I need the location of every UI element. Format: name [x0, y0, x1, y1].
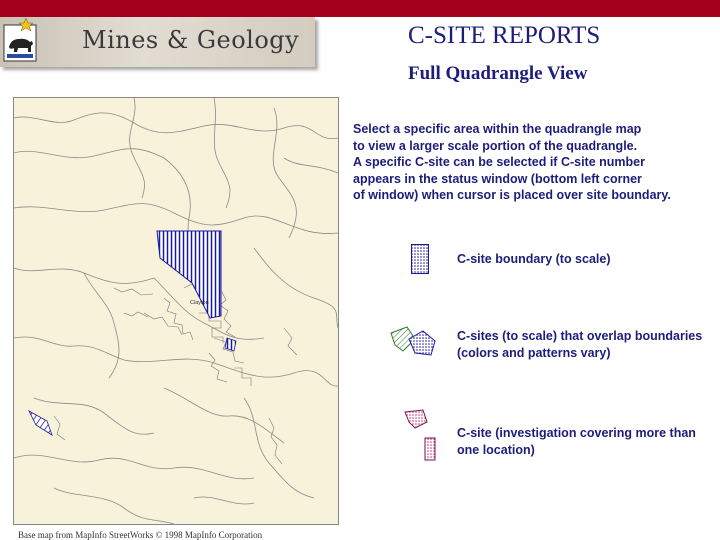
page-title: C-SITE REPORTS [408, 22, 601, 49]
top-accent-bar [0, 0, 720, 17]
instructions-text [353, 121, 718, 204]
legend-label-boundary: C-site boundary (to scale) [457, 252, 611, 266]
c-site-boundary-swatch-icon [411, 244, 429, 274]
instruction-line: appears in the status window (bottom left corner [353, 171, 642, 186]
instruction-line: to view a larger scale portion of the quadrangle. [353, 138, 638, 153]
map-town-label: Clayton [190, 300, 209, 306]
page-subtitle: Full Quadrangle View [408, 63, 588, 84]
banner-title: Mines & Geology [82, 26, 300, 54]
multi-location-c-site-swatch-icon [403, 408, 437, 462]
quadrangle-map[interactable] [13, 97, 339, 525]
instruction-line: A specific C-site can be selected if C-site number [353, 155, 645, 169]
map-attribution: Base map from MapInfo StreetWorks © 1998 MapInfo Corporation [18, 530, 263, 540]
overlapping-c-sites-swatch-icon [389, 325, 437, 359]
california-bear-seal-icon [2, 17, 38, 63]
legend-label-overlap: C-sites (to scale) that overlap boundaries (colors and patterns vary) [457, 329, 703, 360]
legend-label-multi-location: C-site (investigation covering more than one location) [457, 426, 696, 457]
instruction-line: of window) when cursor is placed over site boundary. [353, 188, 671, 202]
instruction-line: Select a specific area within the quadrangle map [353, 122, 642, 136]
agency-banner [0, 17, 315, 67]
